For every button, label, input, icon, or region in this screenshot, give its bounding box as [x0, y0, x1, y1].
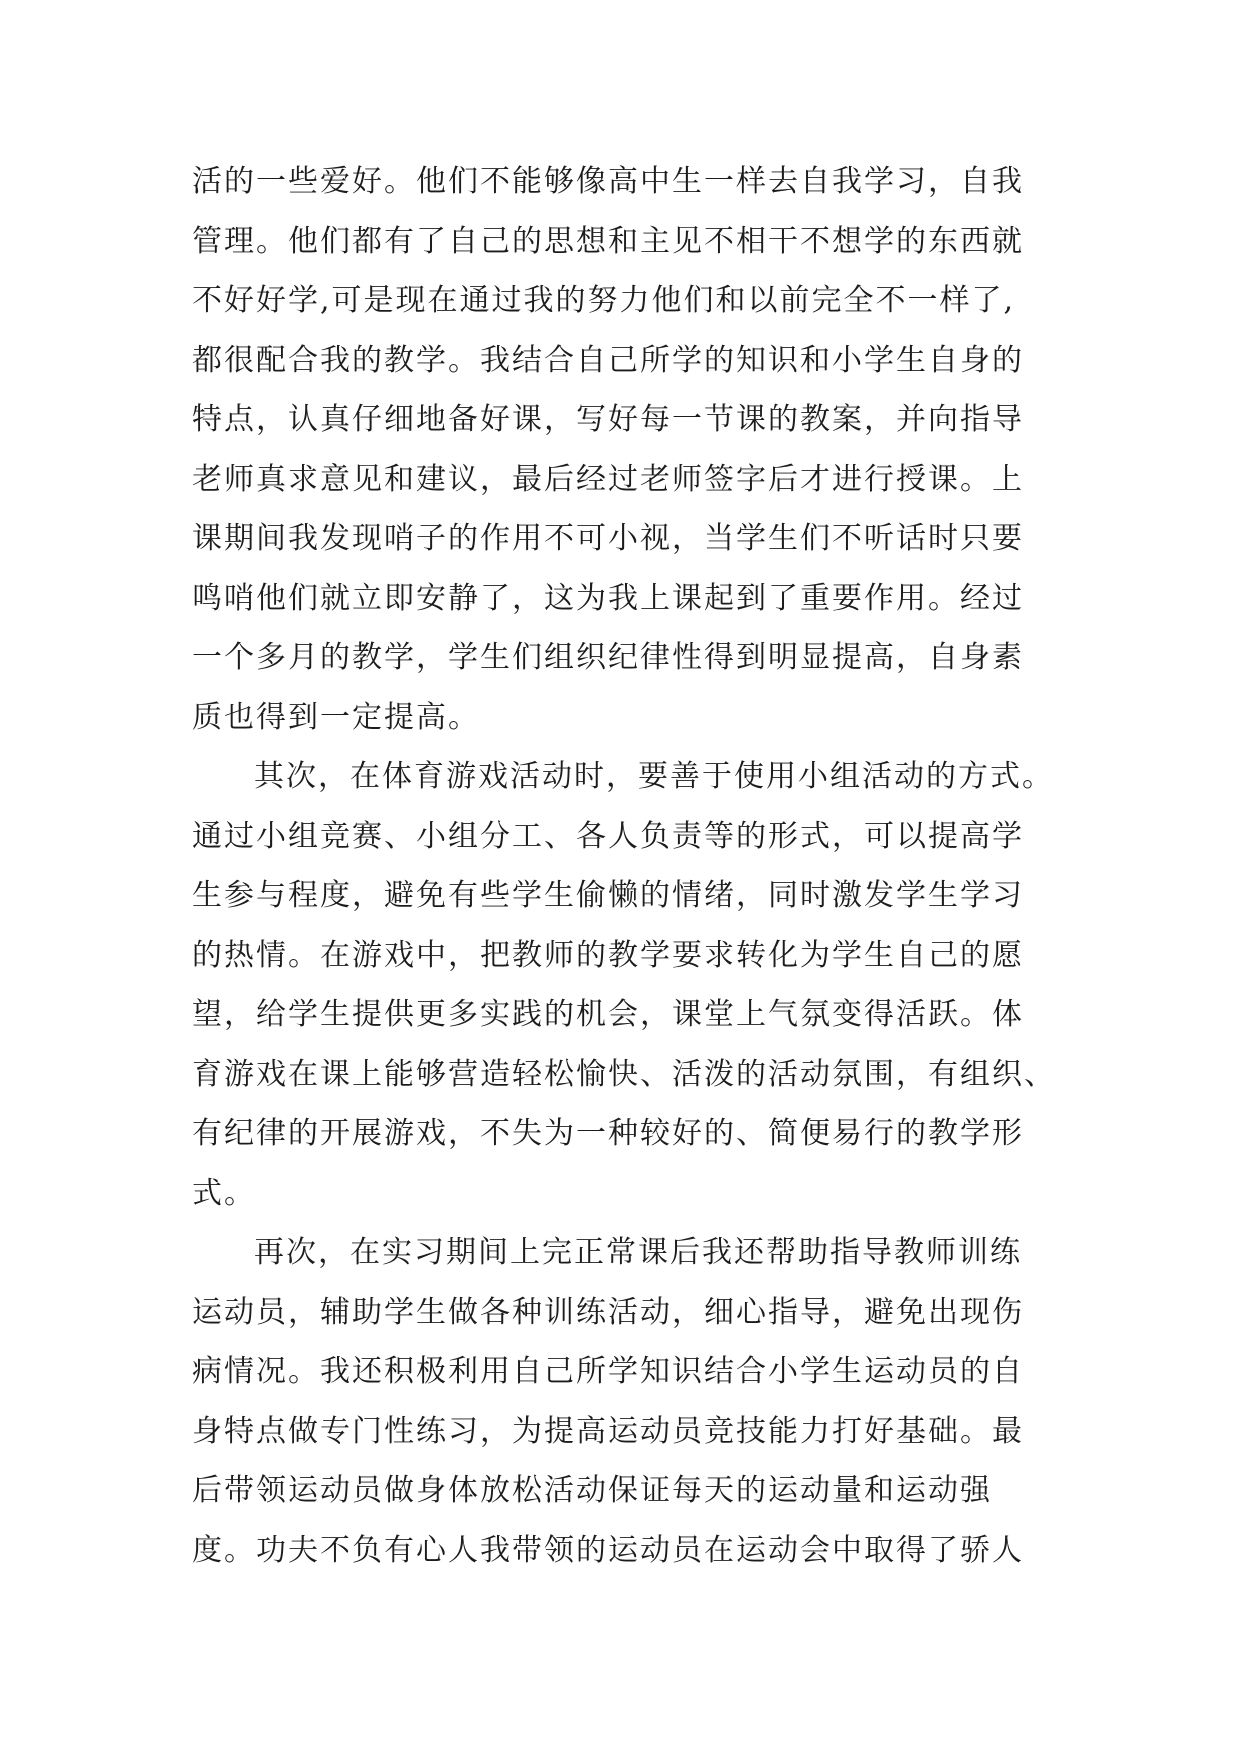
text-line: 活的一些爱好。他们不能够像高中生一样去自我学习，自我 [192, 164, 1024, 199]
text-line: 度。功夫不负有心人我带领的运动员在运动会中取得了骄人 [192, 1532, 1024, 1568]
text-line: 病情况。我还积极利用自己所学知识结合小学生运动员的自 [192, 1354, 1024, 1389]
text-line: 育游戏在课上能够营造轻松愉快、活泼的活动氛围，有组织、 [192, 1056, 1056, 1092]
text-line: 运动员，辅助学生做各种训练活动，细心指导，避免出现伤 [192, 1294, 1024, 1330]
text-line: 老师真求意见和建议，最后经过老师签字后才进行授课。上 [192, 461, 1024, 497]
text-line: 特点，认真仔细地备好课，写好每一节课的教案，并向指导 [192, 402, 1024, 437]
paragraph-start-line: 再次，在实习期间上完正常课后我还帮助指导教师训练 [254, 1235, 1022, 1270]
text-line: 身特点做专门性练习，为提高运动员竞技能力打好基础。最 [192, 1413, 1024, 1449]
text-line: 的热情。在游戏中，把教师的教学要求转化为学生自己的愿 [192, 937, 1024, 973]
text-line: 不好好学,可是现在通过我的努力他们和以前完全不一样了, [192, 283, 1016, 318]
text-line: 课期间我发现哨子的作用不可小视，当学生们不听话时只要 [192, 521, 1024, 556]
text-line: 生参与程度，避免有些学生偷懒的情绪，同时激发学生学习 [192, 878, 1024, 913]
text-line: 管理。他们都有了自己的思想和主见不相干不想学的东西就 [192, 223, 1024, 259]
text-line: 后带领运动员做身体放松活动保证每天的运动量和运动强 [192, 1473, 992, 1508]
text-line: 式。 [192, 1175, 256, 1211]
text-line: 望，给学生提供更多实践的机会，课堂上气氛变得活跃。体 [192, 997, 1024, 1032]
text-line: 通过小组竞赛、小组分工、各人负责等的形式，可以提高学 [192, 818, 1024, 854]
text-line: 鸣哨他们就立即安静了，这为我上课起到了重要作用。经过 [192, 580, 1024, 616]
text-line: 质也得到一定提高。 [192, 699, 480, 735]
body-text [192, 152, 1072, 1580]
text-line: 一个多月的教学，学生们组织纪律性得到明显提高，自身素 [192, 640, 1024, 675]
text-line: 有纪律的开展游戏，不失为一种较好的、简便易行的教学形 [192, 1116, 1024, 1151]
paragraph-start-line: 其次，在体育游戏活动时，要善于使用小组活动的方式。 [254, 759, 1054, 794]
text-line: 都很配合我的教学。我结合自己所学的知识和小学生自身的 [192, 342, 1024, 378]
